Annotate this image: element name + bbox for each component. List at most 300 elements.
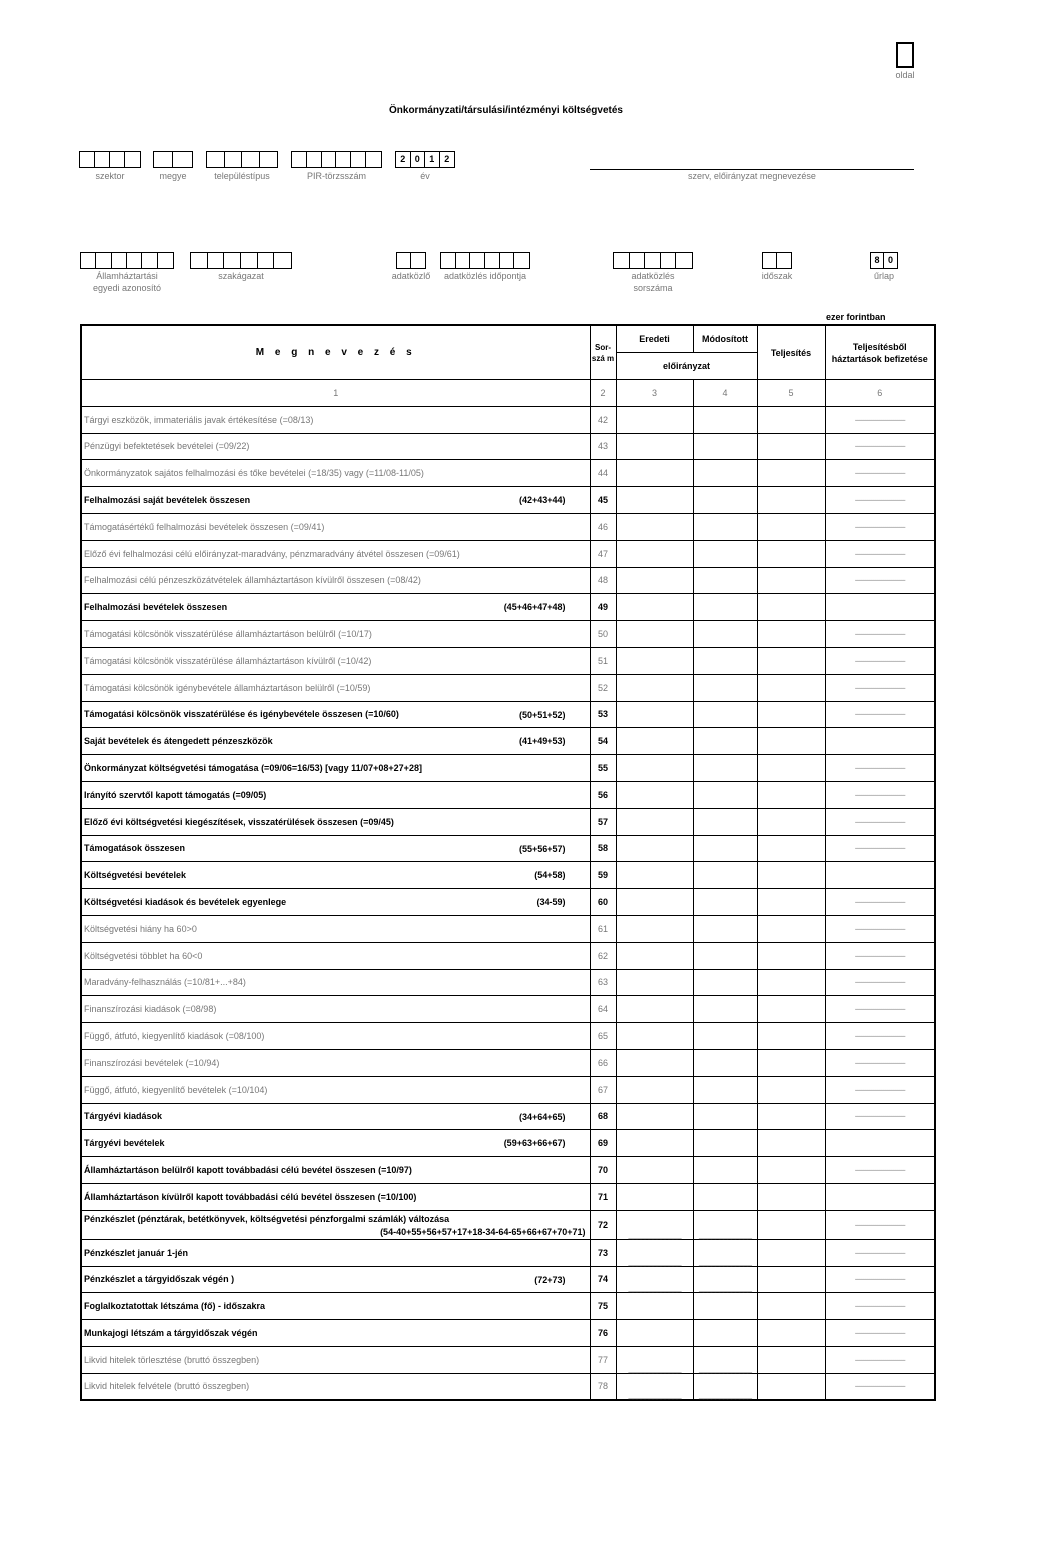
cell-teljesites[interactable] xyxy=(757,996,825,1023)
cell-teljesites[interactable] xyxy=(757,1023,825,1050)
row-name-text: Támogatási kölcsönök visszatérülése államháztartáson kívülről (=10/42) xyxy=(84,655,372,666)
underline-placeholder: _____________ xyxy=(698,1388,752,1399)
dash-placeholder: ------------------------- xyxy=(854,1004,905,1015)
table-row xyxy=(81,781,935,808)
adatkozles-sorszam-label xyxy=(613,270,693,294)
cell-teljesites[interactable] xyxy=(757,1346,825,1373)
dash-placeholder: ------------------------- xyxy=(854,763,905,774)
ev-label: év xyxy=(420,171,430,181)
row-sorszam: 78 xyxy=(590,1373,616,1400)
cell-teljesites[interactable] xyxy=(757,460,825,487)
table-row xyxy=(81,728,935,755)
table-row xyxy=(81,1239,935,1266)
cell-eredeti[interactable] xyxy=(616,1130,693,1157)
row-sorszam: 44 xyxy=(590,460,616,487)
dash-placeholder: ------------------------- xyxy=(854,414,905,425)
dash-placeholder: ------------------------- xyxy=(854,682,905,693)
col-number: 5 xyxy=(757,380,825,407)
cell-modositott[interactable] xyxy=(693,1103,757,1130)
row-name-text: Felhalmozási bevételek összesen xyxy=(84,602,228,613)
cell-haztartasok xyxy=(825,513,935,540)
dash-placeholder: ------------------------- xyxy=(854,441,905,452)
page-label: oldal xyxy=(895,70,915,80)
row-name xyxy=(81,513,590,540)
cell-eredeti[interactable] xyxy=(616,969,693,996)
cell-teljesites[interactable] xyxy=(757,862,825,889)
cell-eredeti[interactable] xyxy=(616,647,693,674)
row-name-text: Munkajogi létszám a tárgyidőszak végén xyxy=(84,1327,258,1338)
cell-eredeti[interactable] xyxy=(616,540,693,567)
table-row xyxy=(81,1157,935,1184)
cell-eredeti xyxy=(616,1373,693,1400)
table-row xyxy=(81,1103,935,1130)
row-name xyxy=(81,647,590,674)
idoszak-label: időszak xyxy=(761,271,793,281)
cell-teljesites[interactable] xyxy=(757,433,825,460)
row-sorszam: 48 xyxy=(590,567,616,594)
cell-modositott[interactable] xyxy=(693,540,757,567)
dash-placeholder: ------------------------- xyxy=(854,655,905,666)
row-name xyxy=(81,594,590,621)
cell-modositott[interactable] xyxy=(693,567,757,594)
szakagazat-label: szakágazat xyxy=(218,271,264,281)
cell-modositott[interactable] xyxy=(693,406,757,433)
row-name xyxy=(81,1210,590,1239)
pir-label: PIR-törzsszám xyxy=(306,171,366,181)
cell-haztartasok[interactable] xyxy=(825,1130,935,1157)
header-teljesites: Teljesítés xyxy=(757,325,825,380)
cell-teljesites[interactable] xyxy=(757,835,825,862)
page-number-box[interactable] xyxy=(896,42,914,68)
cell-eredeti xyxy=(616,1210,693,1239)
row-name-text: Felhalmozási saját bevételek összesen xyxy=(84,495,251,506)
row-sorszam: 62 xyxy=(590,942,616,969)
row-name-text: Függő, átfutó, kiegyenlítő bevételek (=10/104) xyxy=(84,1084,268,1095)
dash-placeholder: ------------------------- xyxy=(854,1111,905,1122)
cell-eredeti[interactable] xyxy=(616,728,693,755)
row-sorszam: 69 xyxy=(590,1130,616,1157)
cell-eredeti[interactable] xyxy=(616,942,693,969)
cell-teljesites[interactable] xyxy=(757,1076,825,1103)
row-name xyxy=(81,1373,590,1400)
cell-modositott xyxy=(693,1239,757,1266)
cell-modositott[interactable] xyxy=(693,1023,757,1050)
cell-eredeti[interactable] xyxy=(616,513,693,540)
table-row xyxy=(81,969,935,996)
dash-placeholder: ------------------------- xyxy=(854,468,905,479)
row-formula: (54+58) xyxy=(534,870,566,881)
cell-haztartasok[interactable] xyxy=(825,594,935,621)
cell-modositott[interactable] xyxy=(693,915,757,942)
row-name xyxy=(81,674,590,701)
dash-placeholder: ------------------------- xyxy=(854,1327,905,1338)
megye-label: megye xyxy=(159,171,187,181)
row-name xyxy=(81,460,590,487)
cell-teljesites[interactable] xyxy=(757,755,825,782)
row-name-text: Pénzkészlet (pénztárak, betétkönyvek, költségvetési pénzforgalmi számlák) változása xyxy=(84,1213,450,1224)
adatkozlo-field[interactable] xyxy=(396,252,426,269)
row-name-text: Államháztartáson kívülről kapott továbbadási célú bevétel összesen (=10/100) xyxy=(84,1191,417,1202)
cell-haztartasok[interactable] xyxy=(825,728,935,755)
telepulestipus-field[interactable] xyxy=(206,151,278,168)
cell-eredeti[interactable] xyxy=(616,406,693,433)
cell-haztartasok xyxy=(825,674,935,701)
table-row xyxy=(81,996,935,1023)
table-row xyxy=(81,835,935,862)
col-number: 1 xyxy=(81,380,590,407)
table-row xyxy=(81,1210,935,1239)
szektor-field[interactable] xyxy=(79,151,141,168)
row-name-text: Maradvány-felhasználás (=10/81+...+84) xyxy=(84,977,246,988)
row-sorszam: 57 xyxy=(590,808,616,835)
row-sorszam: 56 xyxy=(590,781,616,808)
cell-modositott[interactable] xyxy=(693,755,757,782)
cell-teljesites[interactable] xyxy=(757,1157,825,1184)
row-name xyxy=(81,1157,590,1184)
cell-haztartasok xyxy=(825,1239,935,1266)
cell-modositott[interactable] xyxy=(693,621,757,648)
row-sorszam: 54 xyxy=(590,728,616,755)
underline-placeholder: _____________ xyxy=(628,1362,681,1373)
cell-modositott[interactable] xyxy=(693,1157,757,1184)
underline-placeholder: _____________ xyxy=(628,1228,681,1239)
cell-modositott[interactable] xyxy=(693,1049,757,1076)
row-sorszam: 60 xyxy=(590,889,616,916)
col-number: 3 xyxy=(616,380,693,407)
cell-teljesites[interactable] xyxy=(757,889,825,916)
cell-teljesites[interactable] xyxy=(757,1320,825,1347)
cell-teljesites[interactable] xyxy=(757,621,825,648)
cell-modositott[interactable] xyxy=(693,728,757,755)
cell-teljesites[interactable] xyxy=(757,1373,825,1400)
cell-teljesites[interactable] xyxy=(757,513,825,540)
cell-teljesites[interactable] xyxy=(757,781,825,808)
row-name-text: Felhalmozási célú pénzeszközátvételek államháztartáson kívülről összesen (=08/42) xyxy=(84,575,421,586)
cell-teljesites[interactable] xyxy=(757,406,825,433)
cell-teljesites[interactable] xyxy=(757,942,825,969)
cell-modositott xyxy=(693,1373,757,1400)
ev-digit: 2 xyxy=(444,154,450,164)
szektor-label: szektor xyxy=(95,171,125,181)
row-name-text: Költségvetési többlet ha 60<0 xyxy=(84,950,203,961)
cell-teljesites[interactable] xyxy=(757,1210,825,1239)
dash-placeholder: ------------------------- xyxy=(854,1219,905,1230)
dash-placeholder: ------------------------- xyxy=(854,923,905,934)
cell-teljesites[interactable] xyxy=(757,1239,825,1266)
cell-eredeti[interactable] xyxy=(616,755,693,782)
cell-teljesites[interactable] xyxy=(757,808,825,835)
cell-haztartasok[interactable] xyxy=(825,862,935,889)
underline-placeholder: _____________ xyxy=(698,1362,752,1373)
dash-placeholder: ------------------------- xyxy=(854,629,905,640)
cell-haztartasok xyxy=(825,835,935,862)
header-megnevezes xyxy=(81,325,590,380)
table-row xyxy=(81,808,935,835)
cell-eredeti[interactable] xyxy=(616,1103,693,1130)
cell-eredeti[interactable] xyxy=(616,1320,693,1347)
row-name xyxy=(81,1130,590,1157)
cell-haztartasok xyxy=(825,647,935,674)
cell-teljesites[interactable] xyxy=(757,567,825,594)
adatkozles-sorszam-line1: adatközlés xyxy=(631,271,675,281)
header-megnevezes-text: M e g n e v e z é s xyxy=(255,347,416,358)
table-row xyxy=(81,915,935,942)
row-sorszam: 76 xyxy=(590,1320,616,1347)
cell-eredeti[interactable] xyxy=(616,1049,693,1076)
row-name xyxy=(81,915,590,942)
cell-eredeti[interactable] xyxy=(616,889,693,916)
cell-teljesites[interactable] xyxy=(757,674,825,701)
row-sorszam: 75 xyxy=(590,1293,616,1320)
dash-placeholder: ------------------------- xyxy=(854,709,905,720)
cell-modositott xyxy=(693,1210,757,1239)
cell-modositott xyxy=(693,1346,757,1373)
cell-haztartasok xyxy=(825,1320,935,1347)
underline-placeholder: _____________ xyxy=(698,1255,752,1266)
cell-haztartasok xyxy=(825,1049,935,1076)
cell-eredeti[interactable] xyxy=(616,1076,693,1103)
cell-modositott[interactable] xyxy=(693,487,757,514)
cell-haztartasok xyxy=(825,540,935,567)
dash-placeholder: ------------------------- xyxy=(854,521,905,532)
row-name-text: Tárgyi eszközök, immateriális javak értékesítése (=08/13) xyxy=(84,414,314,425)
row-sorszam: 42 xyxy=(590,406,616,433)
row-sorszam: 59 xyxy=(590,862,616,889)
row-formula: (59+63+66+67) xyxy=(503,1138,566,1149)
cell-haztartasok xyxy=(825,1266,935,1293)
row-name xyxy=(81,1239,590,1266)
row-name xyxy=(81,1103,590,1130)
cell-eredeti[interactable] xyxy=(616,1023,693,1050)
row-name-text: Támogatásértékű felhalmozási bevételek összesen (=09/41) xyxy=(84,521,325,532)
cell-haztartasok xyxy=(825,406,935,433)
cell-modositott[interactable] xyxy=(693,1320,757,1347)
cell-eredeti[interactable] xyxy=(616,701,693,728)
row-sorszam: 64 xyxy=(590,996,616,1023)
cell-modositott[interactable] xyxy=(693,513,757,540)
cell-haztartasok xyxy=(825,996,935,1023)
cell-haztartasok xyxy=(825,755,935,782)
unit-label: ezer forintban xyxy=(826,312,886,322)
cell-modositott[interactable] xyxy=(693,996,757,1023)
cell-eredeti[interactable] xyxy=(616,487,693,514)
adatkozles-idopont-field[interactable] xyxy=(440,252,530,269)
row-name-text: Finanszírozási kiadások (=08/98) xyxy=(84,1004,217,1015)
cell-eredeti[interactable] xyxy=(616,674,693,701)
dash-placeholder: ------------------------- xyxy=(854,495,905,506)
cell-eredeti[interactable] xyxy=(616,996,693,1023)
cell-modositott[interactable] xyxy=(693,1076,757,1103)
cell-teljesites[interactable] xyxy=(757,647,825,674)
cell-modositott[interactable] xyxy=(693,889,757,916)
cell-eredeti[interactable] xyxy=(616,781,693,808)
row-formula: (42+43+44) xyxy=(518,495,566,506)
ahazt-label-line1: Államháztartási xyxy=(96,271,158,281)
row-name-text: Finanszírozási bevételek (=10/94) xyxy=(84,1057,220,1068)
cell-teljesites[interactable] xyxy=(757,1293,825,1320)
cell-haztartasok xyxy=(825,1076,935,1103)
underline-placeholder: _____________ xyxy=(698,1282,752,1293)
dash-placeholder: ------------------------- xyxy=(854,548,905,559)
row-name xyxy=(81,701,590,728)
cell-haztartasok xyxy=(825,1023,935,1050)
cell-modositott[interactable] xyxy=(693,969,757,996)
row-sorszam: 70 xyxy=(590,1157,616,1184)
cell-eredeti xyxy=(616,1239,693,1266)
dash-placeholder: ------------------------- xyxy=(854,1301,905,1312)
cell-haztartasok xyxy=(825,808,935,835)
cell-haztartasok xyxy=(825,701,935,728)
cell-teljesites[interactable] xyxy=(757,1266,825,1293)
cell-teljesites[interactable] xyxy=(757,1130,825,1157)
szerv-label: szerv, előirányzat megnevezése xyxy=(688,171,816,181)
row-name xyxy=(81,540,590,567)
cell-eredeti[interactable] xyxy=(616,594,693,621)
row-name-text: Függő, átfutó, kiegyenlítő kiadások (=08/100) xyxy=(84,1031,265,1042)
cell-eredeti[interactable] xyxy=(616,915,693,942)
dash-placeholder: ------------------------- xyxy=(854,816,905,827)
dash-placeholder: ------------------------- xyxy=(854,950,905,961)
adatkozles-idopont-label: adatközlés időpontja xyxy=(443,271,527,281)
header-eredeti: Eredeti xyxy=(616,325,693,353)
table-row xyxy=(81,1373,935,1400)
cell-modositott[interactable] xyxy=(693,1293,757,1320)
cell-modositott[interactable] xyxy=(693,701,757,728)
cell-eredeti[interactable] xyxy=(616,567,693,594)
cell-teljesites[interactable] xyxy=(757,1049,825,1076)
cell-haztartasok xyxy=(825,915,935,942)
row-name-text: Önkormányzat költségvetési támogatása (=09/06=16/53) [vagy 11/07+08+27+28] xyxy=(84,763,422,774)
row-name-text: Foglalkoztatottak létszáma (fő) - időszakra xyxy=(84,1301,266,1312)
cell-eredeti[interactable] xyxy=(616,1293,693,1320)
row-name-text: Irányító szervtől kapott támogatás (=09/05) xyxy=(84,789,267,800)
cell-teljesites[interactable] xyxy=(757,540,825,567)
row-name-text: Önkormányzatok sajátos felhalmozási és tőke bevételei (=18/35) vagy (=11/08-11/05) xyxy=(84,468,424,479)
cell-modositott[interactable] xyxy=(693,433,757,460)
row-name-text: Költségvetési hiány ha 60>0 xyxy=(84,923,197,934)
cell-teljesites[interactable] xyxy=(757,1103,825,1130)
row-sorszam: 45 xyxy=(590,487,616,514)
row-name-text: Pénzkészlet január 1-jén xyxy=(84,1247,189,1258)
row-name-text: Likvid hitelek törlesztése (bruttó összegben) xyxy=(84,1354,260,1365)
row-sorszam: 46 xyxy=(590,513,616,540)
table-row xyxy=(81,701,935,728)
cell-modositott[interactable] xyxy=(693,594,757,621)
row-name-text: Támogatási kölcsönök visszatérülése államháztartáson belülről (=10/17) xyxy=(84,629,372,640)
row-formula: (34+64+65) xyxy=(518,1111,566,1122)
row-sorszam: 65 xyxy=(590,1023,616,1050)
cell-haztartasok[interactable] xyxy=(825,1183,935,1210)
cell-modositott[interactable] xyxy=(693,808,757,835)
underline-placeholder: _____________ xyxy=(628,1282,681,1293)
dash-placeholder: ------------------------- xyxy=(854,843,905,854)
cell-teljesites[interactable] xyxy=(757,915,825,942)
table-row xyxy=(81,889,935,916)
cell-eredeti[interactable] xyxy=(616,835,693,862)
ahazt-field[interactable] xyxy=(80,252,174,269)
col-number: 6 xyxy=(825,380,935,407)
cell-teljesites[interactable] xyxy=(757,701,825,728)
cell-eredeti xyxy=(616,1346,693,1373)
table-row xyxy=(81,942,935,969)
cell-modositott[interactable] xyxy=(693,674,757,701)
page-title: Önkormányzati/társulási/intézményi költségvetés xyxy=(389,105,623,116)
cell-teljesites[interactable] xyxy=(757,487,825,514)
row-name-text: Saját bevételek és átengedett pénzeszközök xyxy=(84,736,273,747)
table-row xyxy=(81,1320,935,1347)
dash-placeholder: ------------------------- xyxy=(854,977,905,988)
cell-eredeti[interactable] xyxy=(616,1183,693,1210)
table-row xyxy=(81,674,935,701)
row-sorszam: 58 xyxy=(590,835,616,862)
cell-eredeti[interactable] xyxy=(616,460,693,487)
table-row xyxy=(81,1130,935,1157)
cell-teljesites[interactable] xyxy=(757,969,825,996)
ahazt-label-line2: egyedi azonosító xyxy=(92,283,162,293)
cell-modositott[interactable] xyxy=(693,781,757,808)
row-name-text: Előző évi felhalmozási célú előirányzat-maradvány, pénzmaradvány átvétel összesen (=09/61) xyxy=(84,548,460,559)
table-row xyxy=(81,513,935,540)
cell-modositott[interactable] xyxy=(693,647,757,674)
cell-teljesites[interactable] xyxy=(757,594,825,621)
row-name xyxy=(81,1266,590,1293)
cell-haztartasok xyxy=(825,567,935,594)
cell-eredeti[interactable] xyxy=(616,808,693,835)
cell-eredeti[interactable] xyxy=(616,433,693,460)
cell-haztartasok xyxy=(825,781,935,808)
cell-modositott[interactable] xyxy=(693,1183,757,1210)
urlap-label: űrlap xyxy=(873,271,894,281)
row-name xyxy=(81,889,590,916)
cell-haztartasok xyxy=(825,1346,935,1373)
row-name xyxy=(81,1293,590,1320)
row-sorszam: 63 xyxy=(590,969,616,996)
szakagazat-field[interactable] xyxy=(190,252,292,269)
cell-modositott xyxy=(693,1266,757,1293)
cell-eredeti[interactable] xyxy=(616,862,693,889)
cell-modositott[interactable] xyxy=(693,1130,757,1157)
cell-teljesites[interactable] xyxy=(757,1183,825,1210)
cell-modositott[interactable] xyxy=(693,835,757,862)
row-formula: (54-40+55+56+57+17+18-34-64-65+66+67+70+71) xyxy=(380,1226,586,1237)
table-row xyxy=(81,1023,935,1050)
dash-placeholder: ------------------------- xyxy=(854,1165,905,1175)
ahazt-label xyxy=(74,270,180,294)
row-sorszam: 50 xyxy=(590,621,616,648)
dash-placeholder: ------------------------- xyxy=(854,789,905,800)
cell-modositott[interactable] xyxy=(693,862,757,889)
row-name xyxy=(81,1183,590,1210)
cell-modositott[interactable] xyxy=(693,460,757,487)
cell-eredeti[interactable] xyxy=(616,1157,693,1184)
row-name xyxy=(81,1320,590,1347)
pir-field[interactable] xyxy=(291,151,382,168)
idoszak-field[interactable] xyxy=(762,252,792,269)
megye-field[interactable] xyxy=(153,151,193,168)
cell-haztartasok xyxy=(825,942,935,969)
cell-haztartasok xyxy=(825,889,935,916)
row-sorszam: 43 xyxy=(590,433,616,460)
ev-field xyxy=(395,151,455,168)
urlap-field xyxy=(870,252,898,269)
cell-haztartasok xyxy=(825,969,935,996)
cell-modositott[interactable] xyxy=(693,942,757,969)
adatkozles-sorszam-field[interactable] xyxy=(613,252,693,269)
cell-teljesites[interactable] xyxy=(757,728,825,755)
adatkozles-sorszam-line2: sorszáma xyxy=(633,283,673,293)
cell-eredeti[interactable] xyxy=(616,621,693,648)
cell-haztartasok xyxy=(825,460,935,487)
